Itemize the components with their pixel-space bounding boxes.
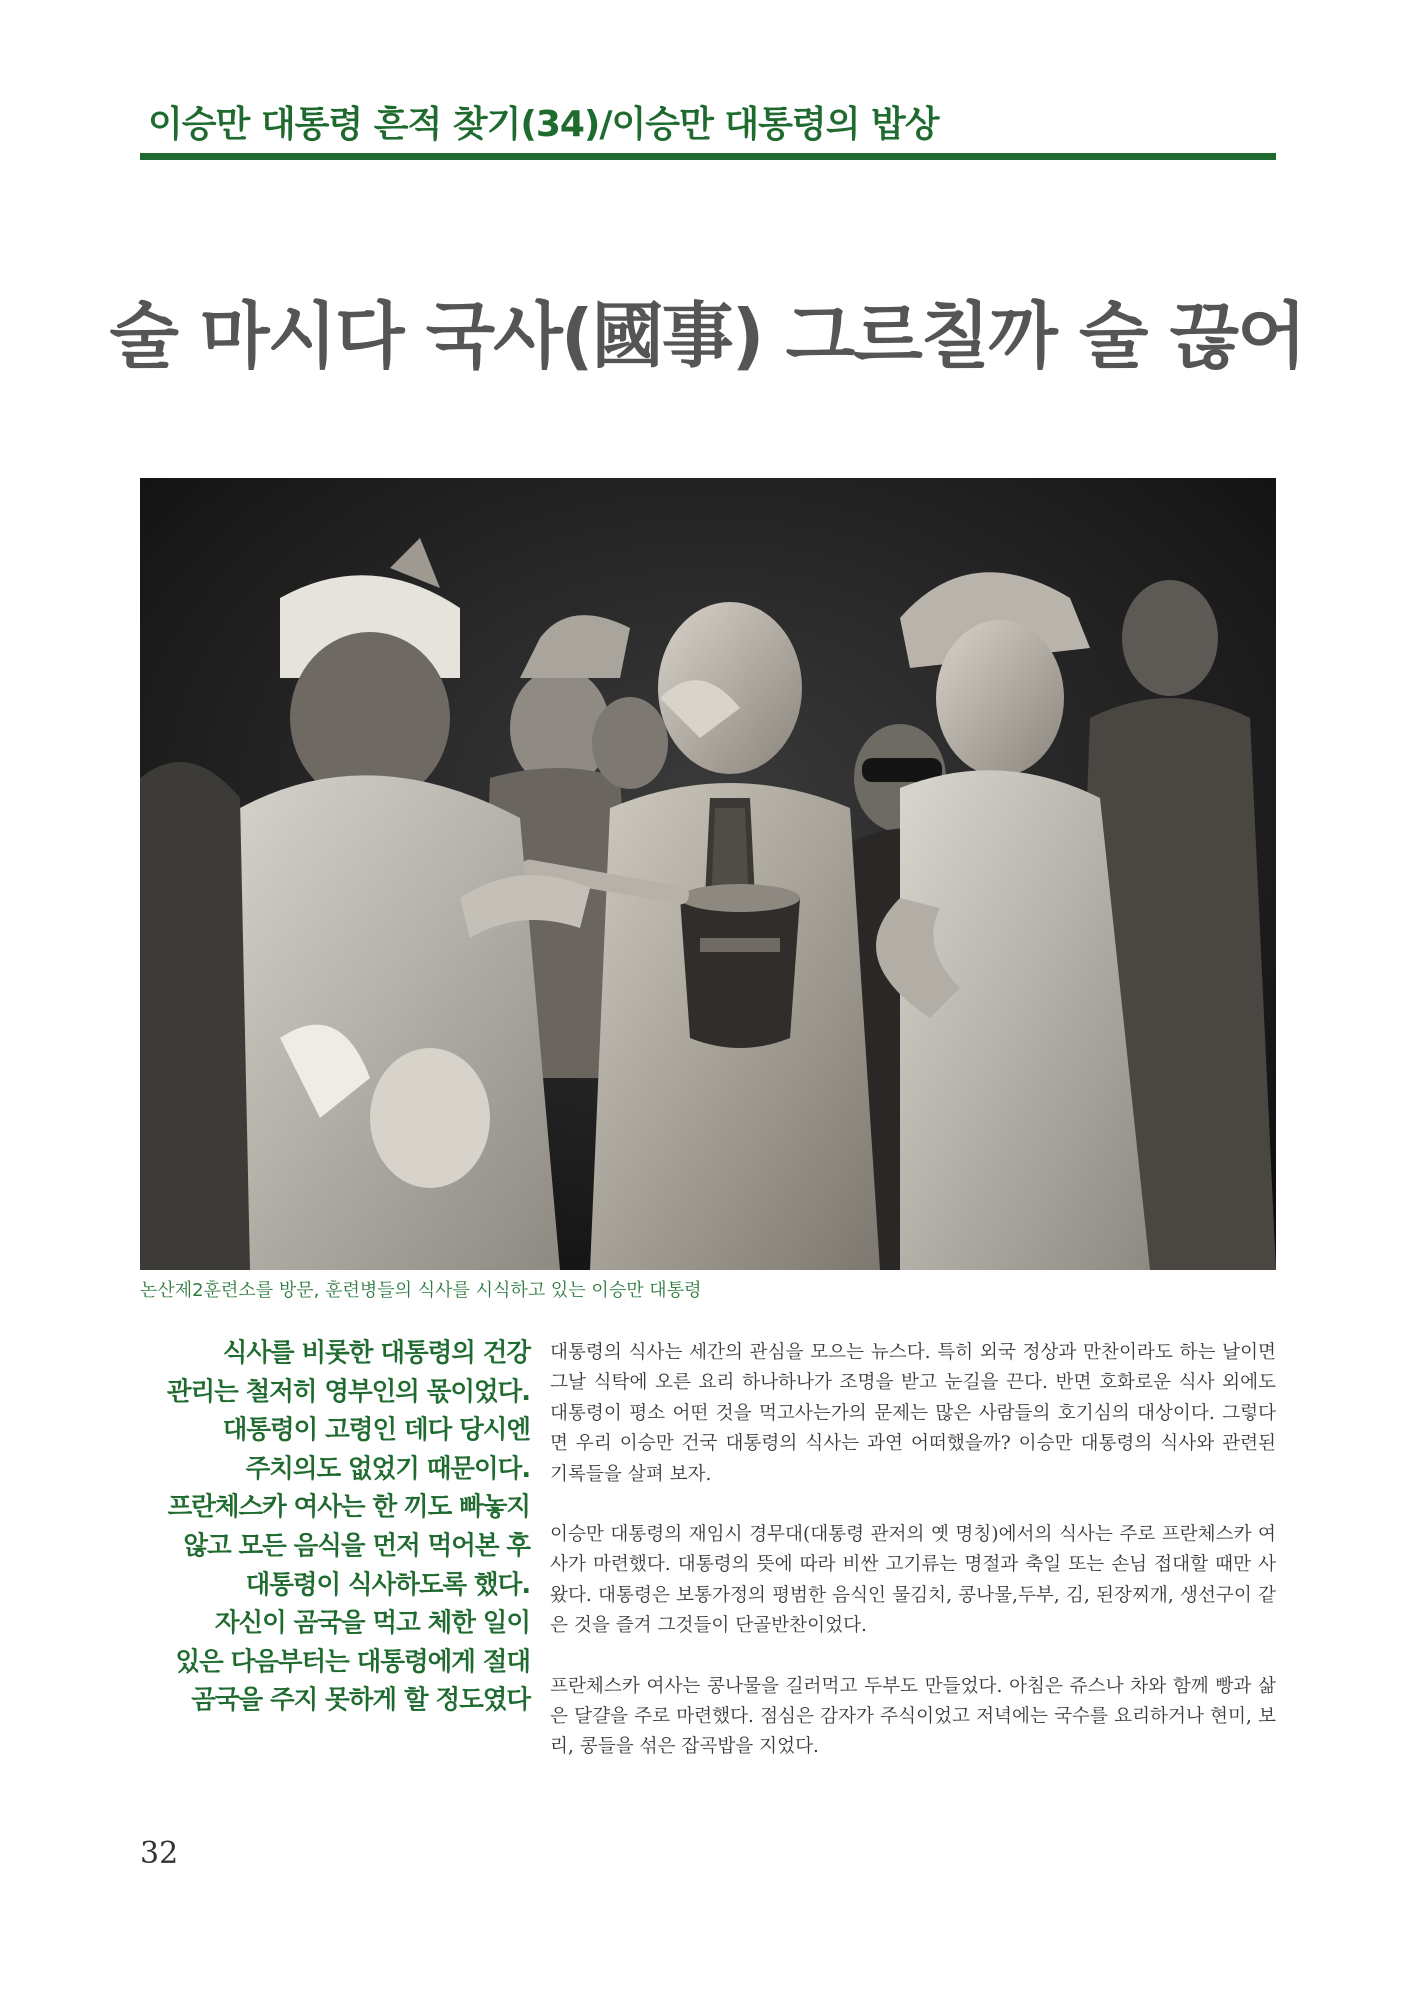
pull-quote-line: 자신이 곰국을 먹고 체한 일이 bbox=[214, 1608, 530, 1639]
article-body bbox=[550, 1338, 1276, 1793]
pull-quote-line: 식사를 비롯한 대통령의 건강 bbox=[222, 1338, 530, 1368]
pull-quote-line: 있은 다음부터는 대통령에게 절대 bbox=[175, 1646, 530, 1677]
body-paragraph: 이승만 대통령의 재임시 경무대(대통령 관저의 옛 명칭)에서의 식사는 주로 프란체스카 여사가 마련했다. 대통령의 뜻에 따라 비싼 고기류는 명절과 축일 또는 손님 접대할 때만 사왔다. 대통령은 보통가정의 평범한 음식인 물김치, 콩나물,두부, 김, 된장찌개, 생선구이 같은 것을 즐겨 그것들이 단골반찬이었다. bbox=[550, 1524, 1276, 1637]
header-divider bbox=[140, 153, 1276, 160]
pull-quote-line: 주치의도 없었기 때문이다. bbox=[245, 1453, 530, 1484]
page-number: 32 bbox=[140, 1836, 179, 1871]
series-title: 이승만 대통령 흔적 찾기(34)/이승만 대통령의 밥상 bbox=[148, 104, 939, 145]
article-photo bbox=[140, 478, 1276, 1270]
pull-quote-line: 대통령이 고령인 데다 당시엔 bbox=[222, 1415, 530, 1446]
body-paragraph: 대통령의 식사는 세간의 관심을 모으는 뉴스다. 특히 외국 정상과 만찬이라도 하는 날이면 그날 식탁에 오른 요리 하나하나가 조명을 받고 눈길을 끈다. 반면 호화로운 식사 외에도 대통령이 평소 어떤 것을 먹고사는가의 문제는 많은 사람들의 호기심의 대상이다. 그렇다면 우리 이승만 건국 대통령의 식사는 과연 어떠했을까? 이승만 대통령의 식사와 관련된 기록들을 살펴 보자. bbox=[550, 1342, 1276, 1485]
pull-quote bbox=[100, 1334, 530, 1720]
pull-quote-line: 않고 모든 음식을 먼저 먹어본 후 bbox=[183, 1530, 530, 1561]
pull-quote-line: 프란체스카 여사는 한 끼도 빠놓지 bbox=[167, 1492, 530, 1523]
pull-quote-line: 관리는 철저히 영부인의 몫이었다. bbox=[166, 1376, 530, 1407]
pull-quote-line: 곰국을 주지 못하게 할 정도였다 bbox=[191, 1685, 530, 1716]
photo-caption: 논산제2훈련소를 방문, 훈련병들의 식사를 시식하고 있는 이승만 대통령 bbox=[140, 1280, 702, 1301]
article-title: 술 마시다 국사(國事) 그르칠까 술 끊어 bbox=[109, 294, 1305, 378]
body-paragraph: 프란체스카 여사는 콩나물을 길러먹고 두부도 만들었다. 아침은 쥬스나 차와 함께 빵과 삶은 달걀을 주로 마련했다. 점심은 감자가 주식이었고 저녁에는 국수를 요리하거나 현미, 보리, 콩들을 섞은 잡곡밥을 지었다. bbox=[550, 1675, 1276, 1758]
pull-quote-line: 대통령이 식사하도록 했다. bbox=[245, 1569, 530, 1600]
